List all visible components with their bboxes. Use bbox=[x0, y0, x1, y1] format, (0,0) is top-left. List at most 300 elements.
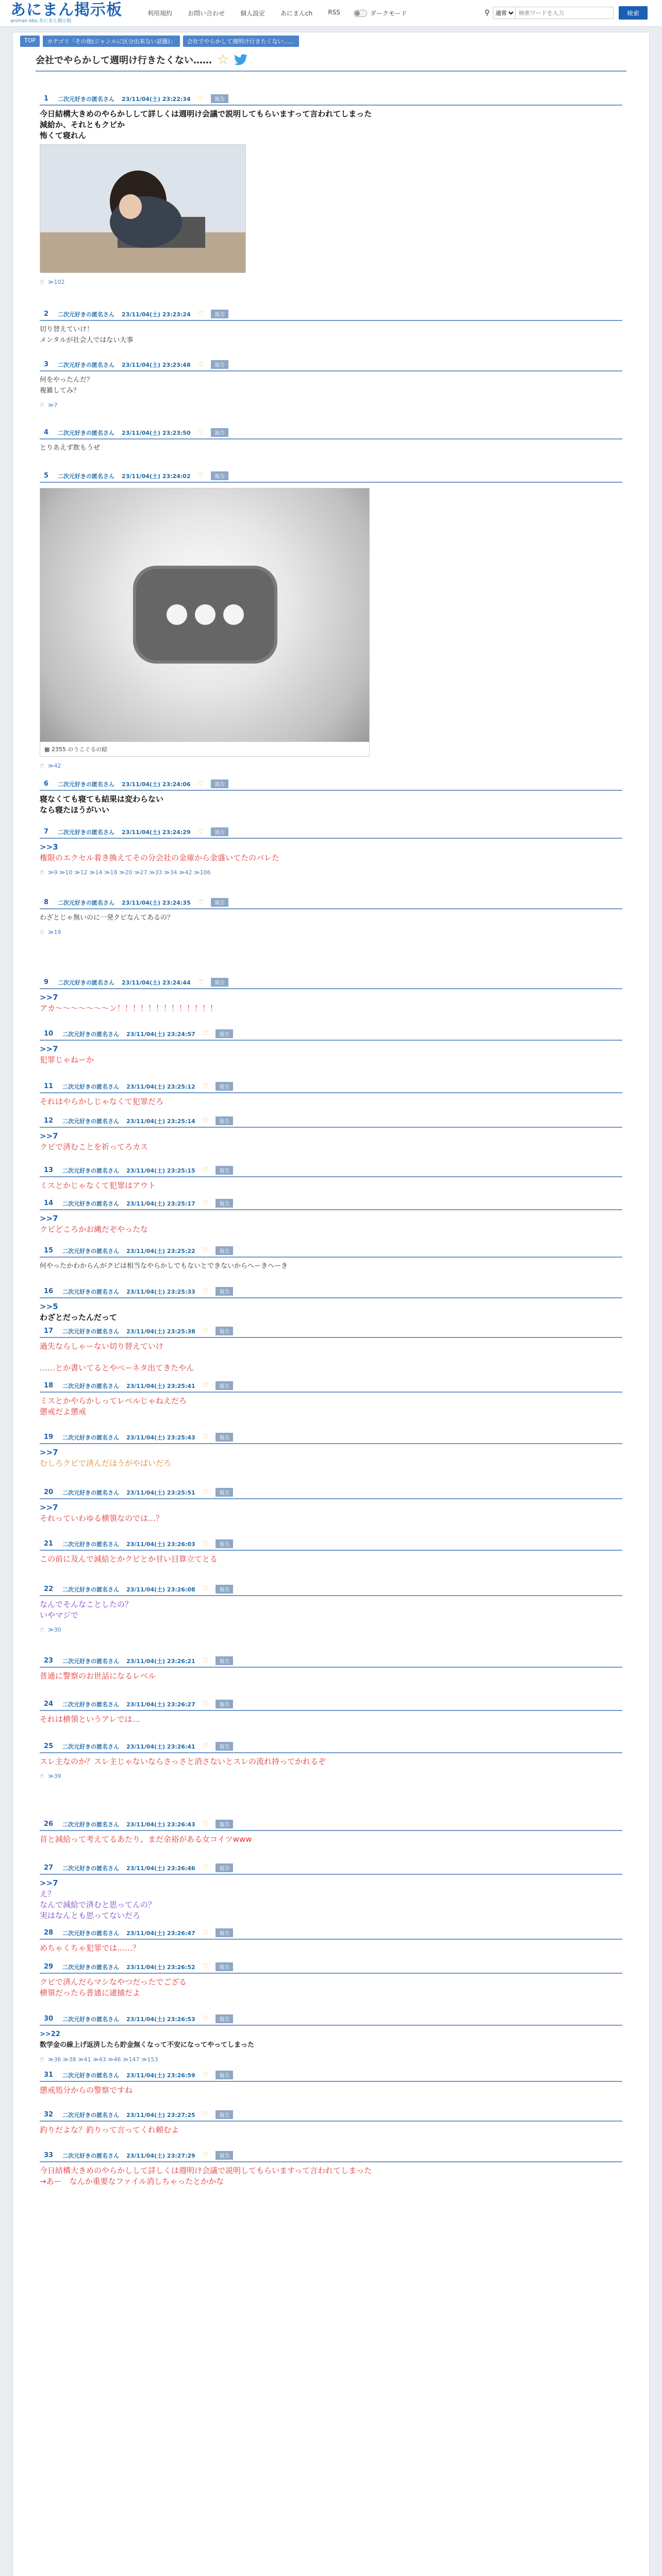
post-1 bbox=[40, 94, 622, 286]
post-header bbox=[40, 2014, 622, 2026]
post-number[interactable]: 6 bbox=[44, 780, 49, 788]
post-line: とりあえず飲もうぜ bbox=[40, 444, 101, 452]
poster-name: 二次元好きの匿名さん bbox=[62, 1247, 120, 1255]
report-button[interactable]: 報告 bbox=[216, 1656, 233, 1665]
report-button[interactable]: 報告 bbox=[216, 1246, 233, 1255]
post-number[interactable]: 16 bbox=[44, 1287, 54, 1295]
post-date: 23/11/04(土) 23:25:51 bbox=[126, 1489, 195, 1496]
post-header bbox=[40, 1327, 622, 1338]
post-number[interactable]: 7 bbox=[44, 828, 49, 836]
post-number[interactable]: 3 bbox=[44, 361, 49, 368]
post-number[interactable]: 22 bbox=[44, 1585, 54, 1593]
post-header bbox=[40, 94, 622, 106]
report-button[interactable]: 報告 bbox=[211, 428, 228, 437]
post-body bbox=[40, 842, 622, 863]
post-body bbox=[40, 1599, 622, 1621]
favorite-icon[interactable]: ♡ bbox=[202, 1382, 209, 1389]
post-header bbox=[40, 1742, 622, 1753]
post-body bbox=[40, 1878, 622, 1921]
favorite-icon[interactable]: ♡ bbox=[202, 1199, 209, 1207]
post-number[interactable]: 14 bbox=[44, 1199, 54, 1207]
post-body bbox=[40, 2125, 622, 2136]
report-button[interactable]: 報告 bbox=[216, 1116, 233, 1125]
reply-anchor[interactable]: >>7 bbox=[40, 993, 58, 1002]
post-7 bbox=[40, 827, 622, 876]
report-button[interactable]: 報告 bbox=[216, 2014, 233, 2023]
post-line: →あー なんか重要なファイル消しちゃったとかかな bbox=[40, 2177, 224, 2186]
poster-name: 二次元好きの匿名さん bbox=[62, 2015, 120, 2023]
poster-name: 二次元好きの匿名さん bbox=[62, 1821, 120, 1828]
post-number[interactable]: 27 bbox=[44, 1864, 54, 1872]
post-date: 23/11/04(土) 23:26:43 bbox=[126, 1821, 195, 1828]
report-button[interactable]: 報告 bbox=[216, 2151, 233, 2160]
report-button[interactable]: 報告 bbox=[216, 1863, 233, 1872]
post-date: 23/11/04(土) 23:22:34 bbox=[122, 95, 191, 103]
favorite-icon[interactable]: ♡ bbox=[202, 2151, 209, 2159]
post-header bbox=[40, 779, 622, 791]
report-button[interactable]: 報告 bbox=[216, 1928, 233, 1937]
post-line: なんでそんなことしたの？ bbox=[40, 1600, 133, 1609]
post-5 bbox=[40, 471, 622, 770]
favorite-icon[interactable]: ♡ bbox=[197, 429, 204, 436]
poster-name: 二次元好きの匿名さん bbox=[62, 2111, 120, 2119]
reply-link-list[interactable]: ≫42 bbox=[47, 762, 61, 769]
post-18 bbox=[40, 1381, 622, 1417]
post-header bbox=[40, 978, 622, 989]
post-line: 今日結構大きめのやらかしして詳しくは週明け会議で説明してもらいますって言われてしまった bbox=[40, 109, 372, 118]
reply-links bbox=[40, 869, 622, 876]
favorite-icon[interactable]: ♡ bbox=[202, 1082, 209, 1090]
post-line: 何やったかわからんがクビは相当なやらかしでもないとできないからへーきへーき bbox=[40, 1262, 288, 1270]
post-number[interactable]: 19 bbox=[44, 1433, 54, 1441]
poster-name: 二次元好きの匿名さん bbox=[62, 1434, 120, 1441]
post-20 bbox=[40, 1488, 622, 1524]
post-number[interactable]: 10 bbox=[44, 1030, 54, 1038]
post-header bbox=[40, 360, 622, 371]
search-input[interactable] bbox=[516, 7, 614, 19]
report-button[interactable]: 報告 bbox=[216, 1082, 233, 1091]
favorite-icon[interactable]: ♡ bbox=[197, 95, 204, 103]
report-button[interactable]: 報告 bbox=[211, 978, 228, 987]
post-header bbox=[40, 1166, 622, 1177]
poster-name: 二次元好きの匿名さん bbox=[58, 781, 115, 788]
post-date: 23/11/04(土) 23:25:33 bbox=[126, 1288, 195, 1295]
favorite-icon[interactable]: ♡ bbox=[202, 1287, 209, 1295]
favorite-icon[interactable]: ♡ bbox=[197, 978, 204, 986]
top-bar bbox=[0, 0, 662, 27]
report-button[interactable]: 報告 bbox=[216, 1700, 233, 1708]
post-date: 23/11/04(土) 23:24:29 bbox=[122, 828, 191, 836]
post-body bbox=[40, 1131, 622, 1153]
post-body bbox=[40, 912, 622, 923]
reply-anchor[interactable]: >>3 bbox=[40, 842, 58, 852]
post-24 bbox=[40, 1700, 622, 1725]
report-button[interactable]: 報告 bbox=[216, 1381, 233, 1390]
reply-anchor[interactable]: >>5 bbox=[40, 1302, 58, 1311]
post-date: 23/11/04(土) 23:25:12 bbox=[126, 1083, 195, 1090]
post-number[interactable]: 15 bbox=[44, 1247, 54, 1255]
post-25 bbox=[40, 1742, 622, 1780]
poster-name: 二次元好きの匿名さん bbox=[62, 1540, 120, 1548]
post-22 bbox=[40, 1585, 622, 1634]
report-button[interactable]: 報告 bbox=[216, 1029, 233, 1038]
thread-page bbox=[12, 32, 650, 2576]
reply-anchor[interactable]: >>22 bbox=[40, 2030, 60, 2038]
post-4 bbox=[40, 428, 622, 453]
report-button[interactable]: 報告 bbox=[211, 898, 228, 907]
post-line: 複雑してみ？ bbox=[40, 387, 80, 395]
nav-contact[interactable]: お問い合わせ bbox=[188, 10, 225, 17]
favorite-icon[interactable]: ♡ bbox=[202, 1540, 209, 1548]
post-number[interactable]: 29 bbox=[44, 1963, 54, 1971]
post-number[interactable]: 20 bbox=[44, 1488, 54, 1496]
post-date: 23/11/04(土) 23:26:52 bbox=[126, 1963, 195, 1971]
post-date: 23/11/04(土) 23:24:35 bbox=[122, 899, 191, 906]
report-button[interactable]: 報告 bbox=[216, 1488, 233, 1497]
post-10 bbox=[40, 1029, 622, 1065]
post-date: 23/11/04(土) 23:23:24 bbox=[122, 311, 191, 318]
reply-links bbox=[40, 928, 622, 936]
breadcrumb-thread[interactable]: 会社でやらかして週明け行きたくない…… bbox=[183, 36, 299, 47]
post-number[interactable]: 17 bbox=[44, 1327, 54, 1335]
post-17 bbox=[40, 1327, 622, 1374]
post-line: クビどころかお縄だぞやったな bbox=[40, 1225, 148, 1234]
post-body bbox=[40, 1261, 622, 1272]
pointing-hand-icon: ☝ bbox=[40, 2056, 44, 2063]
poster-name: 二次元好きの匿名さん bbox=[62, 1382, 120, 1389]
post-body bbox=[40, 109, 622, 141]
post-number[interactable]: 9 bbox=[44, 978, 49, 986]
post-header bbox=[40, 1082, 622, 1093]
post-number[interactable]: 26 bbox=[44, 1820, 54, 1828]
post-line: クビで済んだらマシなやつだったでござる bbox=[40, 1977, 187, 1987]
post-body bbox=[40, 375, 622, 396]
post-line: 切り替えていけ！ bbox=[40, 326, 94, 333]
favorite-icon[interactable]: ♡ bbox=[202, 1585, 209, 1593]
post-32 bbox=[40, 2110, 622, 2136]
post-line: クビで済むことを祈ってろカス bbox=[40, 1142, 148, 1151]
search-area bbox=[485, 6, 648, 20]
post-date: 23/11/04(土) 23:26:08 bbox=[126, 1586, 195, 1593]
post-header bbox=[40, 1700, 622, 1711]
poster-name: 二次元好きの匿名さん bbox=[62, 1328, 120, 1335]
post-27 bbox=[40, 1863, 622, 1921]
post-number[interactable]: 18 bbox=[44, 1382, 54, 1389]
poster-name: 二次元好きの匿名さん bbox=[62, 2152, 120, 2159]
post-13 bbox=[40, 1166, 622, 1191]
poster-name: 二次元好きの匿名さん bbox=[58, 472, 115, 480]
report-button[interactable]: 報告 bbox=[211, 471, 228, 480]
reply-link-list[interactable]: ≫39 bbox=[47, 1773, 61, 1780]
post-line: いやマジで bbox=[40, 1611, 79, 1620]
poster-name: 二次元好きの匿名さん bbox=[58, 311, 115, 318]
post-26 bbox=[40, 1820, 622, 1845]
pointing-hand-icon: ☝ bbox=[40, 928, 44, 936]
report-button[interactable]: 報告 bbox=[216, 1327, 233, 1335]
post-date: 23/11/04(土) 23:23:50 bbox=[122, 429, 191, 436]
post-number[interactable]: 23 bbox=[44, 1657, 54, 1665]
post-line: むしろクビで済んだほうがやばいだろ bbox=[40, 1459, 172, 1468]
reply-anchor[interactable]: >>7 bbox=[40, 1214, 58, 1223]
post-header bbox=[40, 1199, 622, 1210]
favorite-icon[interactable]: ♡ bbox=[202, 2015, 209, 2023]
post-date: 23/11/04(土) 23:26:41 bbox=[126, 1743, 195, 1750]
poster-name: 二次元好きの匿名さん bbox=[58, 828, 115, 836]
post-number[interactable]: 33 bbox=[44, 2151, 54, 2159]
post-line: 犯罪じゃねーか bbox=[40, 1055, 94, 1064]
post-number[interactable]: 24 bbox=[44, 1700, 54, 1708]
post-line: それっていわゆる横領なのでは…？ bbox=[40, 1514, 164, 1523]
nav-terms[interactable]: 利用規約 bbox=[147, 10, 173, 17]
post-line: 権限のエクセル着き換えてその分会社の金庫から金盛いてたのバレた bbox=[40, 853, 280, 862]
post-header bbox=[40, 1928, 622, 1940]
post-body bbox=[40, 1096, 622, 1107]
post-body bbox=[40, 1977, 622, 1998]
post-header bbox=[40, 1585, 622, 1596]
favorite-icon[interactable]: ♡ bbox=[202, 1929, 209, 1937]
poster-name: 二次元好きの匿名さん bbox=[62, 1030, 120, 1038]
reply-link-list[interactable]: ≫36 ≫38 ≫41 ≫43 ≫46 ≫147 ≫153 bbox=[47, 2056, 158, 2063]
post-line: アカ〜〜〜〜〜〜〜ン！！！！！！！！！！！！！ bbox=[40, 1004, 218, 1013]
report-button[interactable]: 報告 bbox=[211, 827, 228, 836]
post-body bbox=[40, 1834, 622, 1845]
report-button[interactable]: 報告 bbox=[216, 1742, 233, 1751]
reply-anchor[interactable]: >>7 bbox=[40, 1503, 58, 1512]
toggle-icon[interactable] bbox=[354, 10, 367, 17]
report-button[interactable]: 報告 bbox=[211, 360, 228, 369]
post-header bbox=[40, 1029, 622, 1041]
post-date: 23/11/04(土) 23:25:15 bbox=[126, 1167, 195, 1174]
main-nav bbox=[147, 9, 340, 18]
favorite-icon[interactable]: ♡ bbox=[202, 1820, 209, 1828]
post-line: 過失ならしゃーない切り替えていけ bbox=[40, 1342, 164, 1351]
pointing-hand-icon: ☝ bbox=[40, 278, 44, 286]
post-date: 23/11/04(土) 23:25:41 bbox=[126, 1382, 195, 1389]
reply-link-list[interactable]: ≫9 ≫10 ≫12 ≫14 ≫18 ≫20 ≫27 ≫33 ≫34 ≫42 ≫106 bbox=[47, 869, 211, 876]
poster-name: 二次元好きの匿名さん bbox=[58, 95, 115, 103]
favorite-icon[interactable]: ♡ bbox=[202, 1742, 209, 1750]
dark-mode-switch[interactable] bbox=[354, 9, 407, 18]
post-header bbox=[40, 310, 622, 321]
post-header bbox=[40, 1539, 622, 1551]
post-number[interactable]: 21 bbox=[44, 1540, 54, 1548]
reply-links bbox=[40, 1772, 622, 1780]
post-line: わざとだったんだって bbox=[40, 1313, 118, 1322]
post-33 bbox=[40, 2151, 622, 2187]
video-thumbnail[interactable] bbox=[40, 488, 369, 742]
post-header bbox=[40, 1116, 622, 1128]
post-15 bbox=[40, 1246, 622, 1272]
report-button[interactable]: 報告 bbox=[216, 1287, 233, 1296]
report-button[interactable]: 報告 bbox=[216, 1962, 233, 1971]
favorite-icon[interactable]: ♡ bbox=[197, 828, 204, 836]
post-body bbox=[40, 1213, 622, 1235]
post-date: 23/11/04(土) 23:26:21 bbox=[126, 1657, 195, 1665]
post-header bbox=[40, 1820, 622, 1831]
report-button[interactable]: 報告 bbox=[216, 2071, 233, 2079]
poster-name: 二次元好きの匿名さん bbox=[62, 1288, 120, 1295]
post-header bbox=[40, 1433, 622, 1444]
poster-name: 二次元好きの匿名さん bbox=[62, 1167, 120, 1174]
reply-link-list[interactable]: ≫19 bbox=[47, 929, 61, 936]
post-line: 数学金の線上げ返済したら貯金無くなって不安になってやってしまった bbox=[40, 2041, 255, 2049]
report-button[interactable]: 報告 bbox=[216, 1199, 233, 1208]
post-number[interactable]: 2 bbox=[44, 310, 49, 318]
post-body bbox=[40, 443, 622, 453]
post-line: この前に及んで減給とかクビとか甘い目算立てとる bbox=[40, 1554, 218, 1564]
search-mode-select[interactable] bbox=[493, 7, 516, 19]
report-button[interactable]: 報告 bbox=[211, 310, 228, 318]
breadcrumb-category[interactable]: カテゴリ「その他(ジャンルに区分出来ない話題)」 bbox=[43, 36, 180, 47]
post-number[interactable]: 5 bbox=[44, 472, 49, 480]
report-button[interactable]: 報告 bbox=[216, 1433, 233, 1442]
breadcrumb-top[interactable]: TOP bbox=[20, 36, 40, 47]
poster-name: 二次元好きの匿名さん bbox=[58, 979, 115, 986]
reply-links bbox=[40, 1626, 622, 1634]
post-date: 23/11/04(土) 23:27:25 bbox=[126, 2111, 195, 2119]
post-date: 23/11/04(土) 23:26:59 bbox=[126, 2072, 195, 2079]
post-number[interactable]: 30 bbox=[44, 2015, 54, 2023]
post-header bbox=[40, 1488, 622, 1499]
post-header bbox=[40, 1246, 622, 1258]
nav-rss[interactable]: RSS bbox=[328, 9, 340, 16]
report-button[interactable]: 報告 bbox=[216, 1820, 233, 1828]
post-number[interactable]: 32 bbox=[44, 2111, 54, 2119]
favorite-icon[interactable]: ♡ bbox=[202, 1030, 209, 1038]
report-button[interactable]: 報告 bbox=[211, 94, 228, 103]
pointing-hand-icon: ☝ bbox=[40, 869, 44, 876]
reply-link-list[interactable]: ≫7 bbox=[47, 402, 58, 409]
post-line: スレ主なのか？スレ主じゃないならさっさと消さないとスレの流れ持ってかれるぞ bbox=[40, 1757, 326, 1766]
pointing-hand-icon: ☝ bbox=[40, 1772, 44, 1780]
favorite-icon[interactable]: ♡ bbox=[202, 1488, 209, 1496]
post-image[interactable] bbox=[40, 144, 246, 273]
favorite-icon[interactable]: ♡ bbox=[202, 1327, 209, 1335]
post-header bbox=[40, 1962, 622, 1974]
post-body bbox=[40, 2085, 622, 2096]
reply-anchor[interactable]: >>7 bbox=[40, 1044, 58, 1054]
favorite-icon[interactable]: ♡ bbox=[202, 1657, 209, 1665]
post-29 bbox=[40, 1962, 622, 1998]
post-2 bbox=[40, 310, 622, 346]
post-number[interactable]: 31 bbox=[44, 2071, 54, 2079]
poster-name: 二次元好きの匿名さん bbox=[62, 1586, 120, 1593]
report-button[interactable]: 報告 bbox=[216, 1585, 233, 1594]
reply-anchor[interactable]: >>7 bbox=[40, 1131, 58, 1141]
post-header bbox=[40, 2151, 622, 2162]
twitter-icon[interactable] bbox=[234, 54, 247, 65]
post-line: ミスとかやらかしってレベルじゃねえだろ bbox=[40, 1396, 187, 1405]
favorite-icon[interactable]: ♡ bbox=[202, 2071, 209, 2079]
poster-name: 二次元好きの匿名さん bbox=[62, 1865, 120, 1872]
reply-links bbox=[40, 278, 622, 286]
post-body bbox=[40, 1301, 622, 1323]
post-number[interactable]: 4 bbox=[44, 429, 49, 436]
breadcrumb bbox=[13, 32, 649, 47]
post-number[interactable]: 1 bbox=[44, 95, 49, 103]
post-19 bbox=[40, 1433, 622, 1469]
favorite-icon[interactable]: ♡ bbox=[197, 899, 204, 906]
post-line: それはやらかしじゃなくて犯罪だろ bbox=[40, 1097, 164, 1106]
post-body bbox=[40, 1180, 622, 1191]
post-number[interactable]: 8 bbox=[44, 899, 49, 906]
reply-anchor[interactable]: >>7 bbox=[40, 1878, 58, 1888]
favorite-icon[interactable]: ♡ bbox=[202, 1166, 209, 1174]
favorite-icon[interactable]: ♡ bbox=[197, 310, 204, 318]
star-icon[interactable]: ☆ bbox=[217, 52, 229, 67]
post-number[interactable]: 13 bbox=[44, 1166, 54, 1174]
favorite-icon[interactable]: ♡ bbox=[202, 1117, 209, 1125]
post-line: 横領だったら普通に逮捕だよ bbox=[40, 1988, 141, 1997]
site-logo[interactable] bbox=[10, 3, 129, 24]
post-body bbox=[40, 1756, 622, 1767]
nav-animanch[interactable]: あにまんch bbox=[280, 10, 313, 17]
nav-settings[interactable]: 個人設定 bbox=[240, 10, 266, 17]
favorite-icon[interactable]: ♡ bbox=[202, 1864, 209, 1872]
favorite-icon[interactable]: ♡ bbox=[197, 780, 204, 788]
post-3 bbox=[40, 360, 622, 409]
favorite-icon[interactable]: ♡ bbox=[202, 1247, 209, 1255]
post-line: メンタルが社会人ではない大事 bbox=[40, 336, 134, 344]
poster-name: 二次元好きの匿名さん bbox=[62, 1657, 120, 1665]
favorite-icon[interactable]: ♡ bbox=[202, 2111, 209, 2119]
poster-name: 二次元好きの匿名さん bbox=[58, 429, 115, 436]
post-16 bbox=[40, 1287, 622, 1323]
poster-name: 二次元好きの匿名さん bbox=[62, 1117, 120, 1125]
post-body bbox=[40, 794, 622, 816]
reply-link-list[interactable]: ≫30 bbox=[47, 1626, 61, 1633]
embedded-video[interactable] bbox=[40, 488, 370, 757]
search-icon: ⚲ bbox=[484, 9, 490, 17]
poster-name: 二次元好きの匿名さん bbox=[62, 1929, 120, 1937]
favorite-icon[interactable]: ♡ bbox=[197, 361, 204, 368]
post-23 bbox=[40, 1656, 622, 1682]
reply-anchor[interactable]: >>7 bbox=[40, 1448, 58, 1457]
report-button[interactable]: 報告 bbox=[211, 779, 228, 788]
post-header bbox=[40, 428, 622, 439]
post-date: 23/11/04(土) 23:25:38 bbox=[126, 1328, 195, 1335]
logo-text[interactable]: あにまん掲示板 bbox=[10, 1, 122, 19]
post-number[interactable]: 11 bbox=[44, 1082, 54, 1090]
post-6 bbox=[40, 779, 622, 816]
pointing-hand-icon: ☝ bbox=[40, 762, 44, 770]
post-line: 今日結構大きめのやらかしして詳しくは週明け会議で説明してもらいますって言われてしまった bbox=[40, 2166, 372, 2175]
report-button[interactable]: 報告 bbox=[216, 2110, 233, 2119]
post-body bbox=[40, 1044, 622, 1065]
report-button[interactable]: 報告 bbox=[216, 1166, 233, 1175]
post-28 bbox=[40, 1928, 622, 1954]
post-12 bbox=[40, 1116, 622, 1153]
post-number[interactable]: 12 bbox=[44, 1117, 54, 1125]
reply-links bbox=[40, 401, 622, 409]
favorite-icon[interactable]: ♡ bbox=[202, 1433, 209, 1441]
favorite-icon[interactable]: ♡ bbox=[197, 472, 204, 480]
post-date: 23/11/04(土) 23:24:57 bbox=[126, 1030, 195, 1038]
post-date: 23/11/04(土) 23:26:53 bbox=[126, 2015, 195, 2023]
reply-link-list[interactable]: ≫102 bbox=[47, 279, 65, 285]
search-button[interactable]: 検索 bbox=[619, 6, 648, 20]
report-button[interactable]: 報告 bbox=[216, 1539, 233, 1548]
favorite-icon[interactable]: ♡ bbox=[202, 1963, 209, 1971]
poster-name: 二次元好きの匿名さん bbox=[58, 361, 115, 368]
post-line: わざとじゃ無いのに一発クビなんてあるの？ bbox=[40, 914, 174, 922]
post-number[interactable]: 25 bbox=[44, 1742, 54, 1750]
post-14 bbox=[40, 1199, 622, 1235]
post-number[interactable]: 28 bbox=[44, 1929, 54, 1937]
poster-name: 二次元好きの匿名さん bbox=[62, 2072, 120, 2079]
post-line: 懲戒処分からの警察ですね bbox=[40, 2086, 133, 2095]
favorite-icon[interactable]: ♡ bbox=[202, 1700, 209, 1708]
